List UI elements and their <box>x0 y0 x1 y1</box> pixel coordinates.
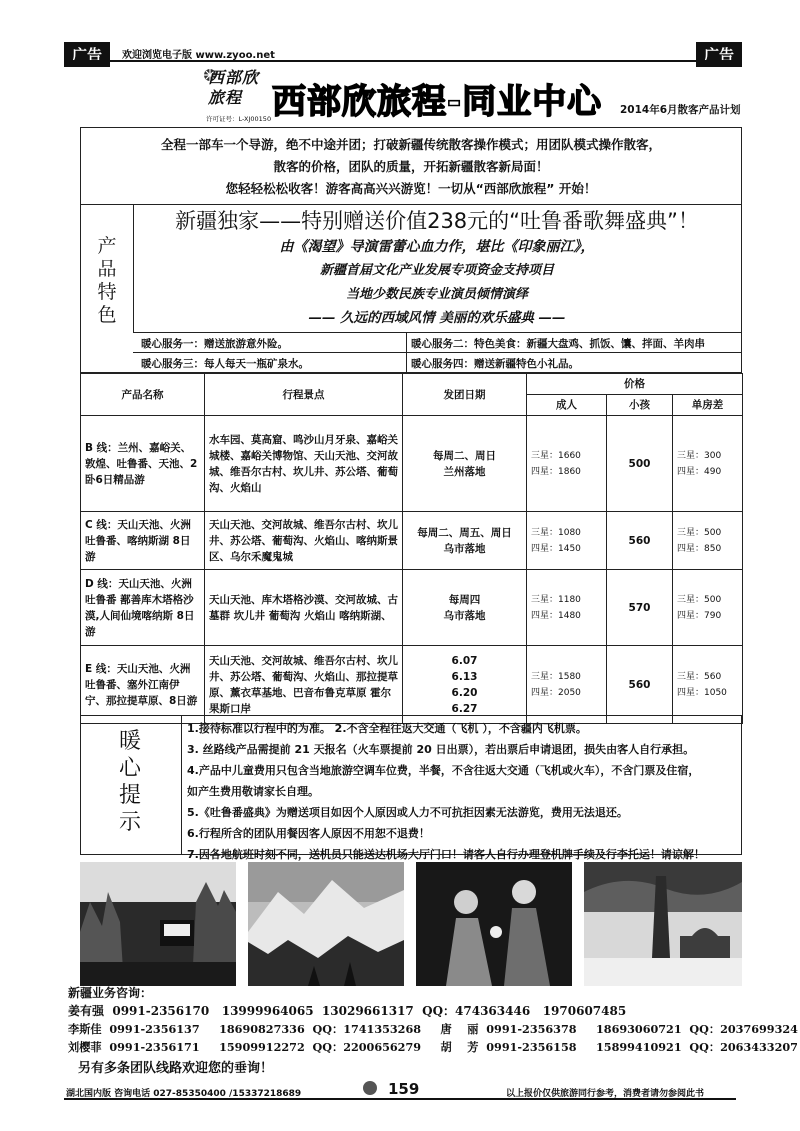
features-line-4: 当地少数民族专业演员倾情演绎 <box>345 287 528 302</box>
date-sub: 乌市落地 <box>443 609 486 622</box>
product-itinerary: 天山天池、交河故城、维吾尔古村、坎儿井、苏公塔、葡萄沟、火焰山、那拉提草原、薰衣草基地、巴音布鲁克草原 霍尔果斯口岸 <box>205 646 403 724</box>
page-number: 159 <box>388 1080 420 1098</box>
date-sub: 乌市落地 <box>443 542 486 555</box>
features-line-2: 由《渴望》导演雷蕾心血力作，堪比《印象丽江》， <box>279 239 595 255</box>
adult-price-3star: 三星：1180 <box>531 594 581 605</box>
child-price: 570 <box>607 570 673 646</box>
product-itinerary: 水车园、莫高窟、鸣沙山月牙泉、嘉峪关城楼、嘉峪关博物馆、天山天池、交河故城、维吾尔古村、坎儿井、苏公塔、葡萄沟、火焰山 <box>205 416 403 512</box>
product-name: E 线：天山天池、火洲吐鲁番、塞外江南伊宁、那拉提草原、8日游 <box>81 646 205 724</box>
photo-dancers <box>416 862 572 986</box>
table-row <box>81 416 743 512</box>
contact-title: 新疆业务咨询： <box>68 986 153 1000</box>
header-date: 发团日期 <box>403 374 527 416</box>
tip-item: 5.《吐鲁番盛典》为赠送项目如因个人原因或人力不可抗拒因素无法游览，费用无法退还。 <box>187 806 628 819</box>
adult-price-4star: 四星：1860 <box>531 466 581 477</box>
product-table <box>80 373 743 724</box>
adult-price-4star: 四星：1480 <box>531 610 581 621</box>
single-3star: 三星：500 <box>677 594 722 605</box>
adult-price-3star: 三星：1080 <box>531 527 581 538</box>
date-item: 6.13 <box>451 670 478 683</box>
child-price: 560 <box>607 512 673 570</box>
intro-line-1: 全程一部车一个导游，绝不中途并团；打破新疆传统散客操作模式；用团队模式操作散客， <box>160 137 661 152</box>
intro-line-3: 您轻轻松松收客！游客高高兴兴游览！一切从“西部欣旅程” 开始！ <box>225 181 597 196</box>
photo-minaret <box>584 862 742 986</box>
tip-item: 7.因各地航班时刻不同，送机员只能送达机场大厅门口！请客人自行办理登机牌手续及行李托运！请谅解！ <box>187 848 705 861</box>
child-price: 560 <box>607 646 673 724</box>
adult-price-3star: 三星：1660 <box>531 450 581 461</box>
page-marker-icon <box>363 1081 377 1095</box>
product-name: B 线：兰州、嘉峪关、敦煌、吐鲁番、天池、2卧6日精品游 <box>81 416 205 512</box>
table-row <box>81 646 743 724</box>
date-text: 每周二、周五、周日 <box>417 526 512 539</box>
date-text: 每周四 <box>448 593 481 606</box>
tip-item: 6.行程所含的团队用餐因客人原因不用恕不退费！ <box>187 827 430 840</box>
contact-line-3: 刘樱菲 0991-2356171 15909912272 QQ：2200656279 胡 芳 0991-2356158 15899410921 QQ：2063433207 <box>68 1040 798 1054</box>
footer-right: 以上报价仅供旅游同行参考，消费者请勿参阅此书 <box>506 1089 705 1099</box>
page-title: 西部欣旅程-同业中心 <box>272 82 603 122</box>
tips-label: 暖心提示 <box>118 729 141 835</box>
features-headline: 新疆独家——特别赠送价值238元的“吐鲁番歌舞盛典”！ <box>175 209 699 233</box>
single-4star: 四星：850 <box>677 543 722 554</box>
adult-price-4star: 四星：1450 <box>531 543 581 554</box>
service-4: 暖心服务四：赠送新疆特色小礼品。 <box>411 358 579 370</box>
date-item: 6.20 <box>451 686 478 699</box>
single-3star: 三星：300 <box>677 450 722 461</box>
contact-line-2: 李斯佳 0991-2356137 18690827336 QQ：1741353268 唐 丽 0991-2356378 18693060721 QQ：2037699324 <box>68 1022 798 1036</box>
adult-price-4star: 四星：2050 <box>531 687 581 698</box>
product-name: D 线：天山天池、火洲吐鲁番 鄯善库木塔格沙漠,人间仙境喀纳斯 8日游 <box>81 570 205 646</box>
brand-logo <box>200 66 270 112</box>
photo-desert-gate <box>80 862 236 986</box>
service-1: 暖心服务一：赠送旅游意外险。 <box>141 338 288 350</box>
single-3star: 三星：500 <box>677 527 722 538</box>
features-label-cell <box>81 205 134 332</box>
features-label: 产品特色 <box>97 235 117 326</box>
single-3star: 三星：560 <box>677 671 722 682</box>
single-4star: 四星：790 <box>677 610 722 621</box>
service-3: 暖心服务三：每人每天一瓶矿泉水。 <box>141 358 309 370</box>
ad-badge-left: 广告 <box>64 42 110 67</box>
intro-line-2: 散客的价格，团队的质量，开拓新疆散客新局面！ <box>273 159 549 174</box>
plan-caption: 2014年6月散客产品计划 <box>620 104 741 116</box>
features-box <box>80 204 742 373</box>
product-name: C 线：天山天池、火洲吐鲁番、喀纳斯湖 8日游 <box>81 512 205 570</box>
date-sub: 兰州落地 <box>443 465 486 478</box>
date-text: 每周二、周日 <box>433 449 496 462</box>
logo-text: 西部欣旅程 <box>208 68 260 107</box>
header-product-name: 产品名称 <box>81 374 205 416</box>
features-line-3: 新疆首届文化产业发展专项资金支持项目 <box>319 263 554 278</box>
date-item: 6.27 <box>451 702 478 715</box>
welcome-text: 欢迎浏览电子版 www.zyoo.net <box>122 50 275 61</box>
tips-box <box>80 715 742 861</box>
service-2: 暖心服务二：特色美食：新疆大盘鸡、抓饭、馕、拌面、羊肉串 <box>411 338 705 350</box>
single-4star: 四星：490 <box>677 466 722 477</box>
tip-item: 1.接待标准以行程中的为准。 2.不含全程往返大交通（飞机 ），不含疆内飞机票。 <box>187 722 587 735</box>
ad-badge-right: 广告 <box>696 42 742 67</box>
tip-item: 3. 丝路线产品需提前 21 天报名（火车票提前 20 日出票），若出票后申请退团，损失由客人自行承担。 <box>187 743 695 756</box>
photo-mountain-forest <box>248 862 404 986</box>
footer-left: 湖北国内版 咨询电话 027-85350400 /15337218689 <box>66 1089 302 1099</box>
header-itinerary: 行程景点 <box>205 374 403 416</box>
header-price: 价格 <box>527 374 743 395</box>
header-child: 小孩 <box>607 395 673 416</box>
header-rule <box>64 60 736 62</box>
adult-price-3star: 三星：1580 <box>531 671 581 682</box>
product-itinerary: 天山天池、库木塔格沙漠、交河故城、古墓群 坎儿井 葡萄沟 火焰山 喀纳斯湖、 <box>205 570 403 646</box>
table-row <box>81 512 743 570</box>
child-price: 500 <box>607 416 673 512</box>
header-adult: 成人 <box>527 395 607 416</box>
date-item: 6.07 <box>451 654 478 667</box>
contact-line-1: 姜有强 0991-2356170 13999964065 13029661317 QQ：474363446 1970607485 <box>68 1004 627 1018</box>
tip-item: 如产生费用敬请家长自理。 <box>187 785 319 798</box>
features-line-5: —— 久远的西域风情 美丽的欢乐盛典 —— <box>308 310 566 326</box>
single-4star: 四星：1050 <box>677 687 727 698</box>
product-itinerary: 天山天池、交河故城、维吾尔古村、坎儿井、苏公塔、葡萄沟、火焰山、喀纳斯景区、乌尔禾魔鬼城 <box>205 512 403 570</box>
license-number: 许可证号：L-XJ00150 <box>206 115 272 123</box>
table-row <box>81 570 743 646</box>
header-single: 单房差 <box>673 395 743 416</box>
intro-box <box>80 127 742 205</box>
tip-item: 4.产品中儿童费用只包含当地旅游空调车位费，半餐，不含往返大交通（飞机或火车），不含门票及住宿， <box>187 764 700 777</box>
contact-closing: 另有多条团队线路欢迎您的垂询！ <box>78 1061 274 1076</box>
